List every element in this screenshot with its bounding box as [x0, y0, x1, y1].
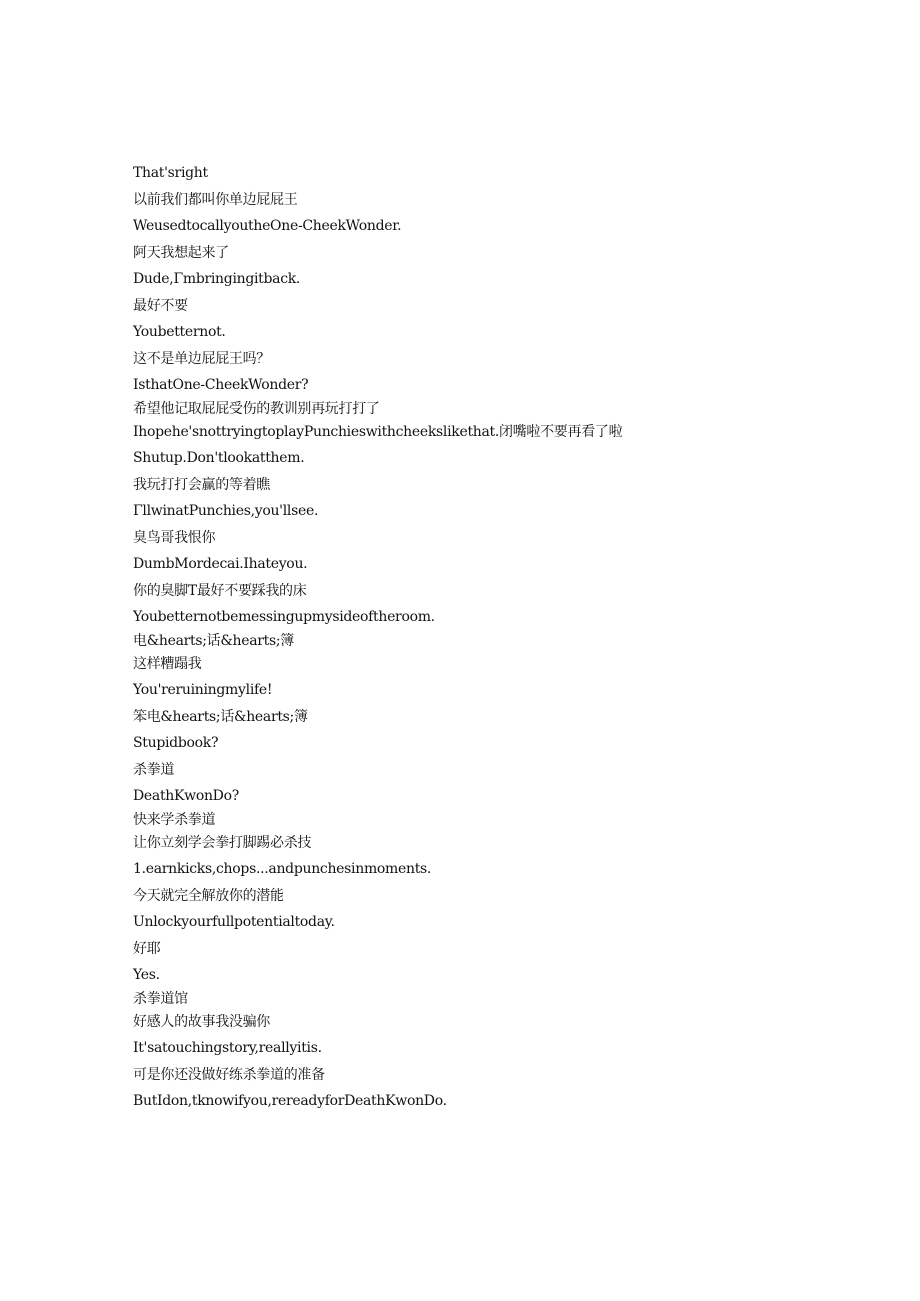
transcript-line: 以前我们都叫你单边屁屁王 [133, 191, 298, 208]
transcript-line: Yes. [133, 967, 160, 983]
transcript-line: Unlockyourfullpotentialtoday. [133, 914, 335, 930]
transcript-line: 快来学杀拳道 [133, 811, 216, 828]
transcript-line: 我玩打打会赢的等着瞧 [133, 476, 270, 493]
transcript-line: 这不是单边屁屁王吗？ [133, 350, 270, 367]
transcript-line: Ihopehe'snottryingtoplayPunchieswithcheekslikethat.闭嘴啦不要再看了啦 [133, 423, 623, 440]
transcript-line: 可是你还没做好练杀拳道的准备 [133, 1066, 325, 1083]
transcript-body [133, 160, 853, 1115]
transcript-line: 笨电&hearts;话&hearts;簿 [133, 708, 308, 725]
transcript-line: Youbetternotbemessingupmysideoftheroom. [133, 609, 435, 625]
transcript-line: 臭鸟哥我恨你 [133, 529, 216, 546]
transcript-line: 杀拳道馆 [133, 990, 188, 1007]
transcript-line: 今天就完全解放你的潜能 [133, 887, 284, 904]
transcript-line: 杀拳道 [133, 761, 175, 778]
transcript-line: 阿天我想起来了 [133, 244, 229, 261]
transcript-line: DumbMordecai.Ihateyou. [133, 556, 308, 572]
transcript-line: Shutup.Don'tlookatthem. [133, 450, 305, 466]
transcript-line: 1.earnkicks,chops...andpunchesinmoments. [133, 861, 432, 877]
transcript-line: IsthatOne-CheekWonder? [133, 377, 309, 393]
transcript-line: 让你立刻学会拳打脚踢必杀技 [133, 834, 312, 851]
transcript-line: Youbetternot. [133, 324, 226, 340]
transcript-line: It'satouchingstory,reallyitis. [133, 1040, 322, 1056]
transcript-line: 电&hearts;话&hearts;簿 [133, 632, 294, 649]
transcript-line: That'sright [133, 165, 208, 181]
transcript-line: Stupidbook? [133, 735, 219, 751]
transcript-line: ΓllwinatPunchies,you'llsee. [133, 503, 319, 519]
transcript-line: Dude,Γmbringingitback. [133, 271, 301, 287]
transcript-line: 你的臭脚T最好不要踩我的床 [133, 582, 307, 599]
transcript-line: 这样糟蹋我 [133, 655, 202, 672]
transcript-line: WeusedtocallyoutheOne-CheekWonder. [133, 218, 402, 234]
transcript-line: ButIdon,tknowifyou,rereadyforDeathKwonDo. [133, 1093, 447, 1109]
transcript-line: You'reruiningmylife! [133, 682, 273, 698]
transcript-line: DeathKwonDo? [133, 788, 239, 804]
transcript-line: 好耶 [133, 940, 161, 957]
transcript-line: 最好不要 [133, 297, 188, 314]
transcript-line: 好感人的故事我没骗你 [133, 1013, 270, 1030]
transcript-line: 希望他记取屁屁受伤的教训别再玩打打了 [133, 400, 380, 417]
